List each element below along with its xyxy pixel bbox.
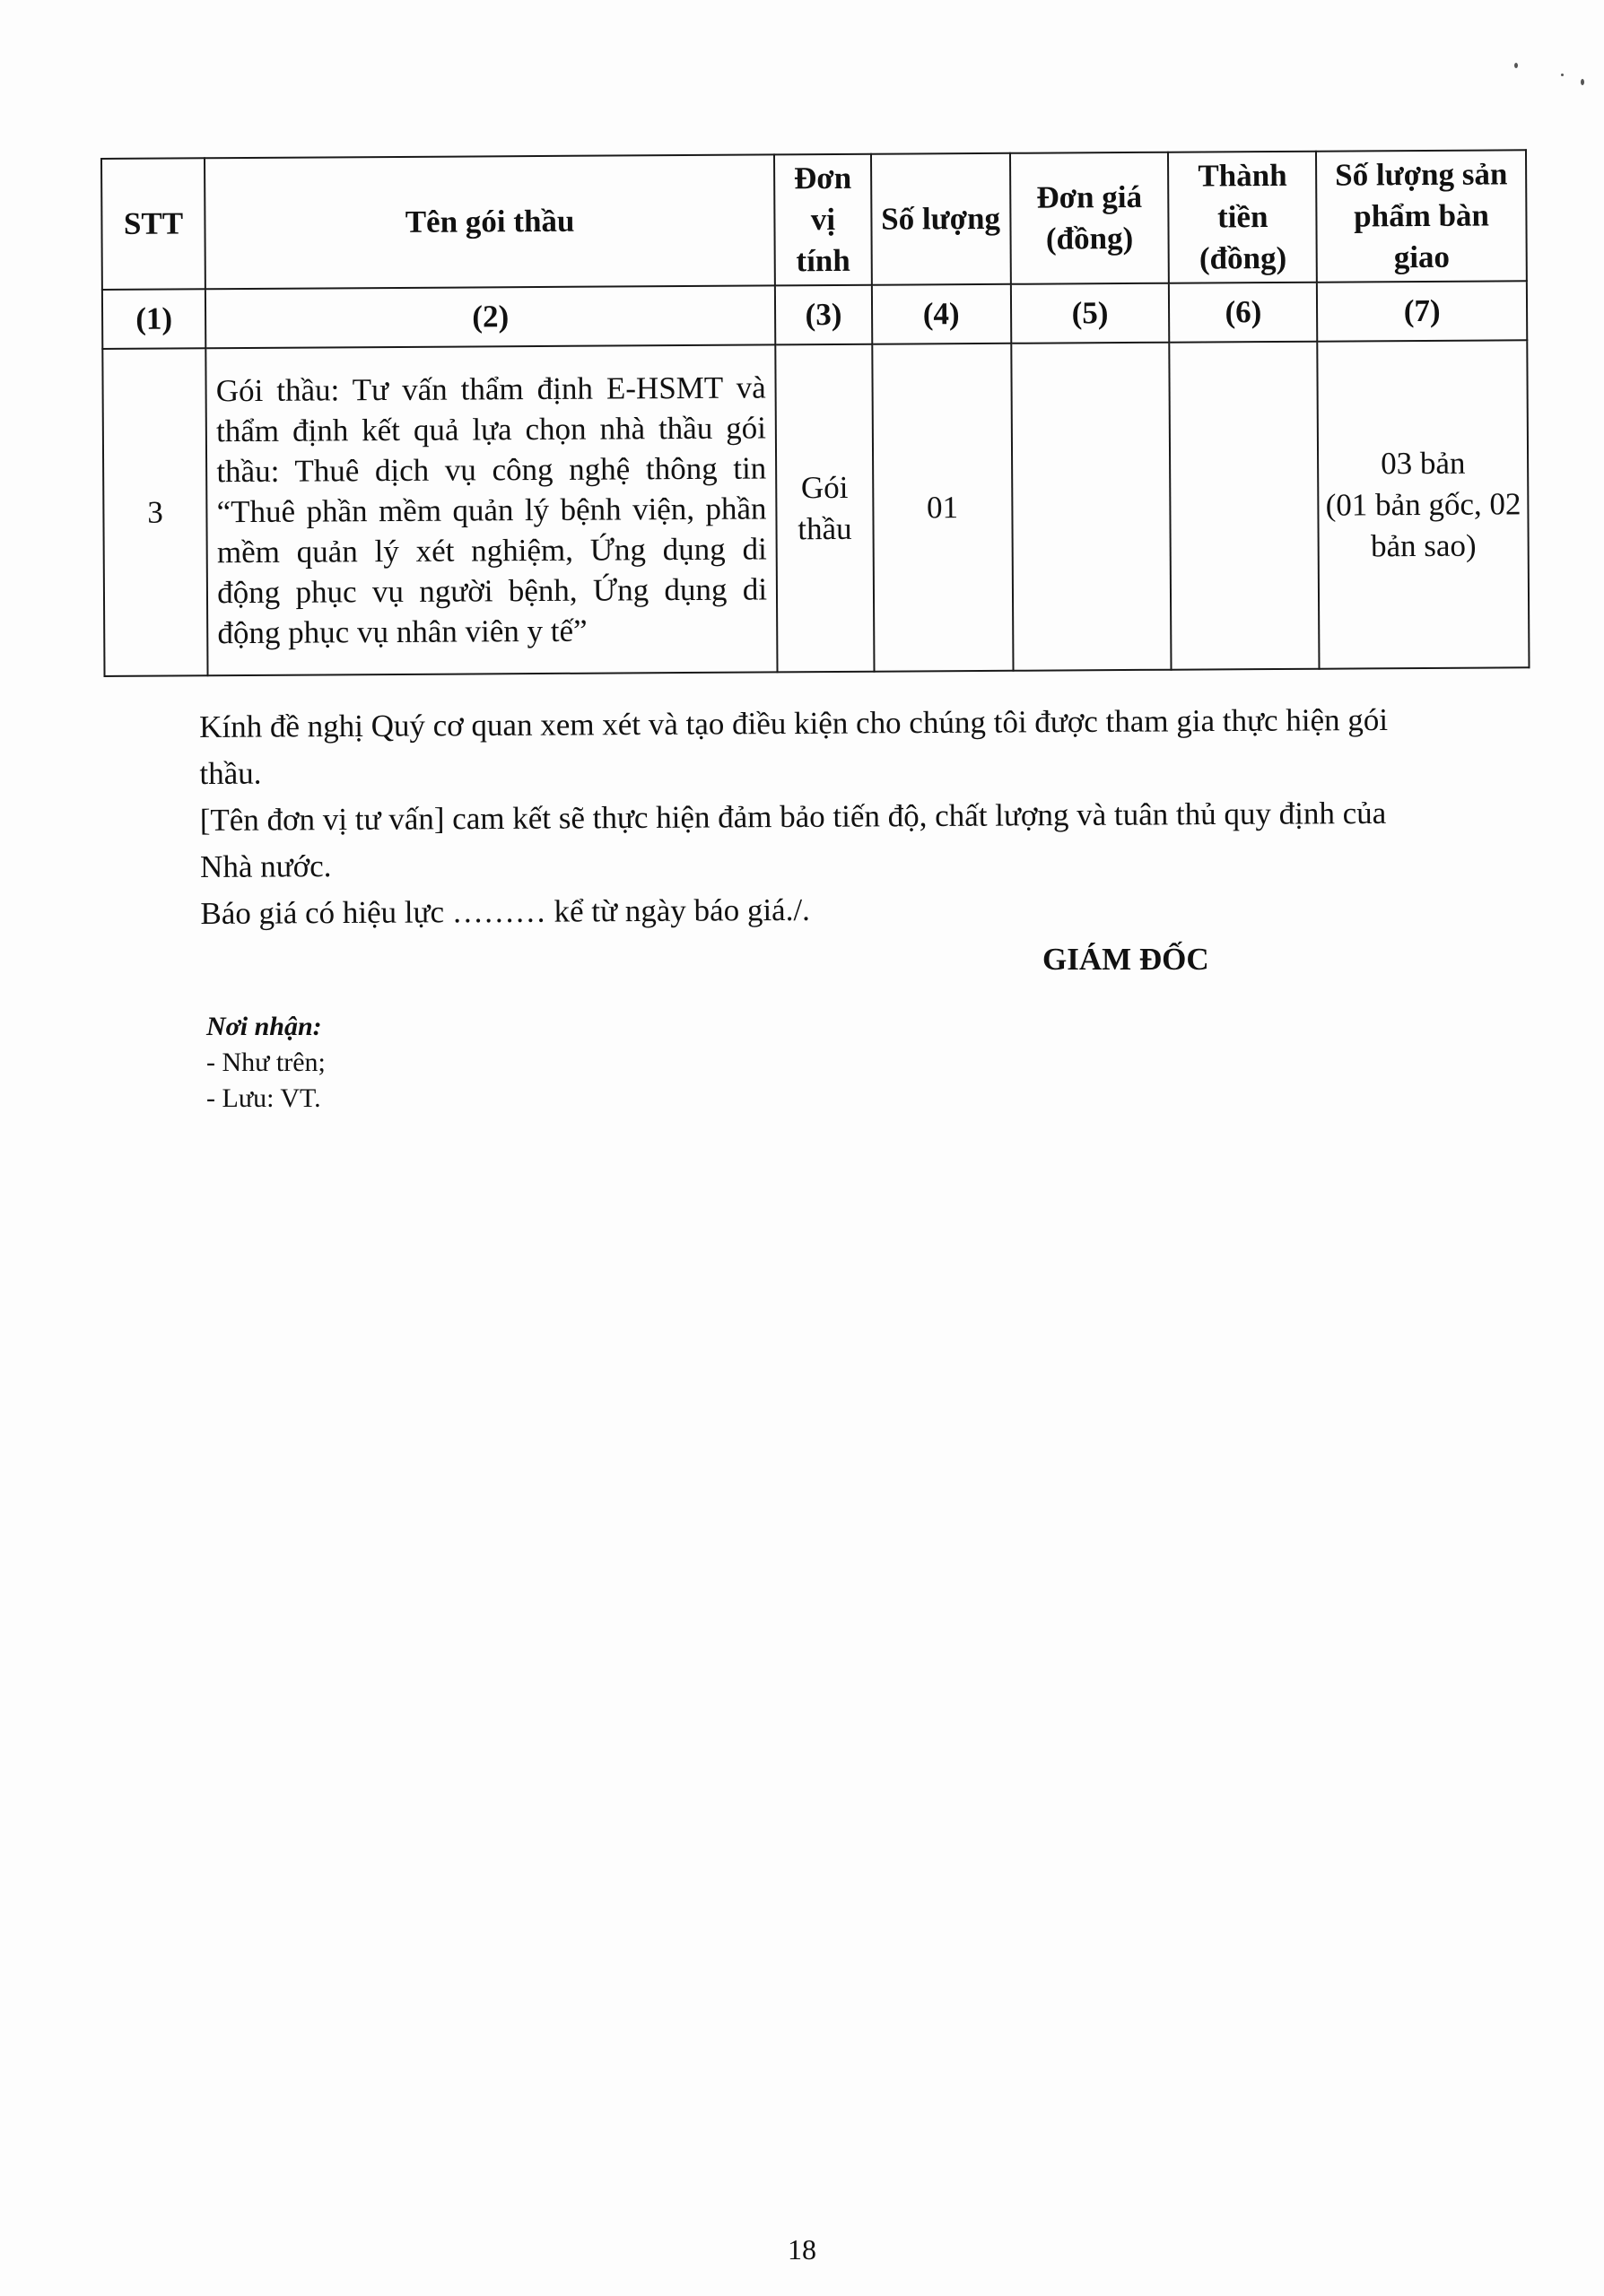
column-number: (1)	[102, 289, 206, 349]
row-total	[1170, 342, 1320, 670]
recipients-title: Nơi nhận:	[206, 1012, 322, 1041]
deliverables-count: 03 bản	[1381, 445, 1466, 481]
validity-paragraph: Báo giá có hiệu lực ……… kể từ ngày báo giá./.	[200, 891, 810, 931]
request-paragraph: Kính đề nghị Quý cơ quan xem xét và tạo điều kiện cho chúng tôi được tham gia thực hiện gói thầu.	[199, 701, 1389, 791]
page-number: 18	[788, 2233, 816, 2266]
recipient-item: - Lưu: VT.	[206, 1083, 321, 1113]
row-package-name: Gói thầu: Tư vấn thẩm định E-HSMT và thẩm định kết quả lựa chọn nhà thầu gói thầu: Thuê dịch vụ công nghệ thông tin “Thuê phần mềm quản lý bệnh viện, phần mềm quản lý xét nghiệm, Ứng dụng di động phục vụ người bệnh, Ứng dụng di động phục vụ nhân viên y tế”	[206, 344, 778, 675]
column-number: (5)	[1010, 283, 1169, 344]
header-unit-price: Đơn giá (đồng)	[1010, 152, 1170, 284]
scan-speck	[1514, 63, 1518, 68]
row-unit: Gói thầu	[775, 344, 874, 673]
letter-body	[199, 697, 1439, 937]
header-total: Thành tiền (đồng)	[1168, 152, 1317, 283]
column-number: (6)	[1169, 283, 1317, 343]
column-number: (4)	[872, 284, 1011, 344]
row-stt: 3	[102, 348, 207, 676]
header-quantity: Số lượng	[871, 153, 1011, 285]
column-number: (7)	[1317, 281, 1527, 341]
header-unit: Đơn vị tính	[774, 154, 872, 286]
scan-speck	[1581, 79, 1584, 85]
header-deliverables: Số lượng sản phẩm bàn giao	[1316, 150, 1527, 282]
column-number: (3)	[775, 285, 872, 345]
recipients-block	[206, 1009, 326, 1117]
scan-speck	[1561, 74, 1564, 76]
signature-title: GIÁM ĐỐC	[1042, 942, 1209, 977]
table-row	[102, 340, 1529, 676]
column-number: (2)	[205, 285, 775, 348]
row-unit-price	[1011, 343, 1172, 671]
commitment-paragraph: [Tên đơn vị tư vấn] cam kết sẽ thực hiện đảm bảo tiến độ, chất lượng và tuân thủ quy định của Nhà nước.	[199, 795, 1387, 884]
quotation-table	[100, 149, 1530, 677]
table-column-number-row	[102, 281, 1527, 349]
recipient-item: - Như trên;	[206, 1048, 326, 1077]
table-header-row	[101, 150, 1527, 290]
header-package-name: Tên gói thầu	[205, 154, 775, 289]
deliverables-detail: (01 bản gốc, 02 bản sao)	[1325, 485, 1521, 563]
row-deliverables	[1318, 340, 1530, 668]
row-quantity: 01	[872, 344, 1013, 672]
header-stt: STT	[101, 158, 205, 290]
